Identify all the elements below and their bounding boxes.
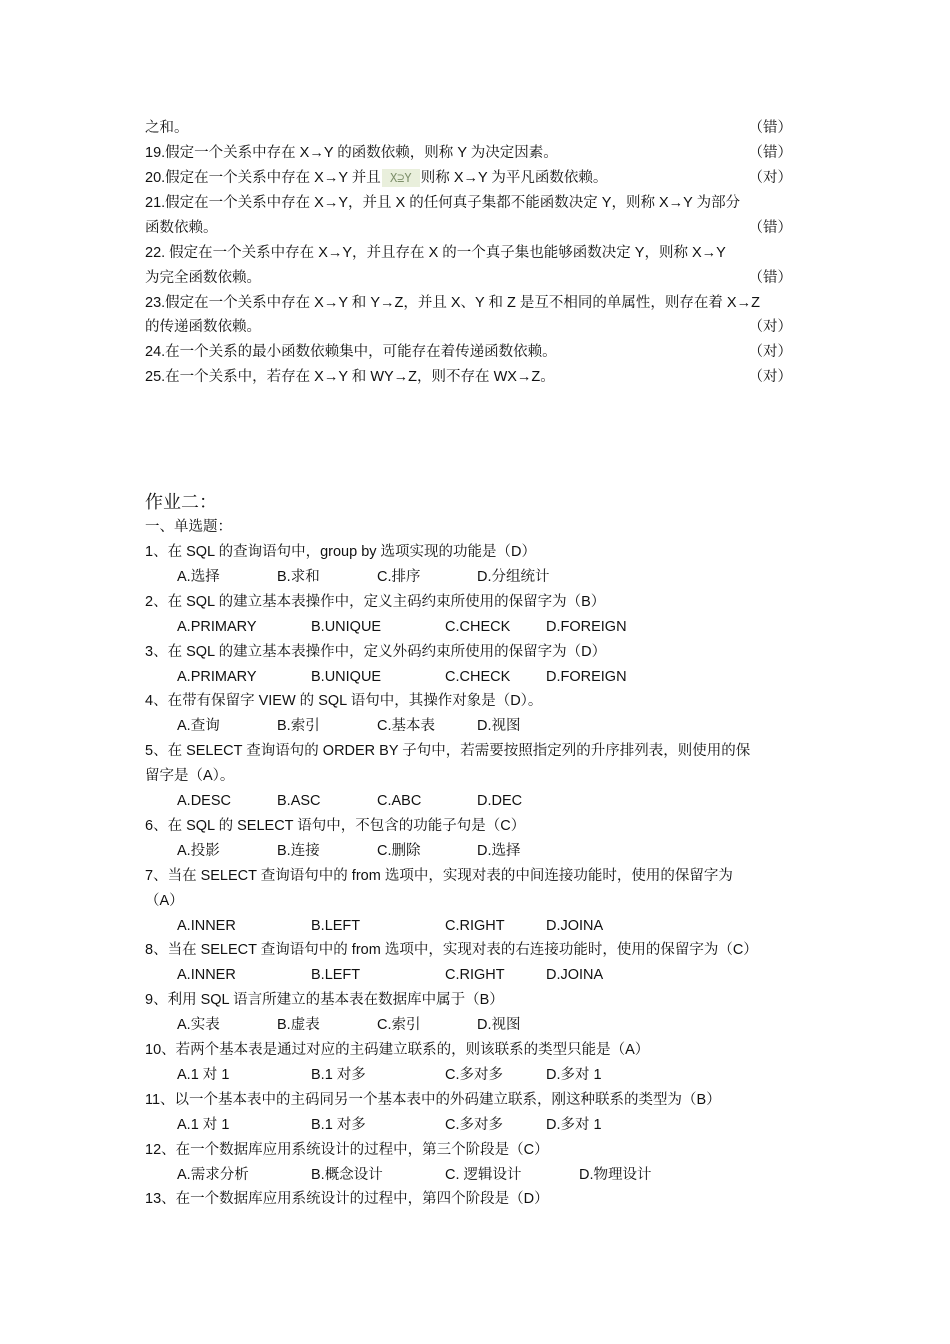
option-a: A.1 对 1 — [177, 1066, 230, 1083]
question-stem — [145, 866, 810, 886]
question-options — [145, 667, 810, 687]
option-a: A.选择 — [177, 568, 220, 585]
option-b: B.UNIQUE — [311, 668, 382, 685]
statement-text — [145, 168, 607, 188]
statement-line — [145, 293, 810, 313]
question-options — [145, 1015, 810, 1035]
question-text: 11、以一个基本表中的主码同另一个基本表中的外码建立联系，刚这种联系的类型为（B） — [145, 1091, 721, 1108]
statement-answer: （错） — [748, 270, 792, 286]
statement-text: 的传递函数依赖。 — [145, 319, 261, 335]
statement-text: 25.在一个关系中，若存在 X→Y 和 WY→Z，则不存在 WX→Z。 — [145, 369, 555, 385]
statement-text: 24.在一个关系的最小函数依赖集中，可能存在着传递函数依赖。 — [145, 344, 557, 360]
question-text: （A） — [145, 892, 184, 909]
statement-text: 为完全函数依赖。 — [145, 270, 261, 286]
option-b: B.LEFT — [311, 917, 361, 934]
option-c: C.RIGHT — [445, 967, 505, 984]
question-options — [145, 965, 810, 985]
option-d: D.FOREIGN — [546, 618, 627, 635]
statement-answer: （错） — [748, 220, 792, 236]
question-options — [145, 716, 810, 736]
question-stem — [145, 816, 810, 836]
statement-text-after: 则称 X→Y 为平凡函数依赖。 — [420, 170, 608, 186]
statement-line — [145, 193, 810, 213]
option-d: D.DEC — [477, 793, 523, 809]
question-stem — [145, 1040, 810, 1060]
statement-line — [145, 342, 810, 362]
question-stem — [145, 741, 810, 761]
statement-line — [145, 243, 810, 263]
question-options — [145, 1165, 810, 1185]
option-a: A.INNER — [177, 917, 236, 934]
homework-title: 作业二： — [145, 492, 217, 512]
option-c: C.多对多 — [445, 1116, 503, 1133]
statement-answer: （错） — [748, 120, 792, 136]
statement-line — [145, 367, 810, 387]
option-c: C.删除 — [377, 842, 421, 859]
option-b: B.连接 — [277, 842, 320, 859]
question-text: 2、在 SQL 的建立基本表操作中，定义主码约束所使用的保留字为（B） — [145, 593, 606, 610]
question-options — [145, 916, 810, 936]
statement-answer: （对） — [748, 344, 792, 360]
statement-answer: （对） — [748, 170, 792, 186]
option-d: D.多对 1 — [546, 1066, 602, 1083]
section-title: 一、单选题： — [145, 519, 232, 535]
option-c: C.RIGHT — [445, 917, 505, 934]
option-a: A.INNER — [177, 967, 236, 984]
question-options — [145, 841, 810, 861]
option-c: C. 逻辑设计 — [445, 1166, 522, 1183]
option-c: C.基本表 — [377, 718, 435, 735]
statement-text: 19.假定一个关系中存在 X→Y 的函数依赖，则称 Y 为决定因素。 — [145, 145, 558, 161]
option-a: A.投影 — [177, 842, 220, 859]
question-text: 13、在一个数据库应用系统设计的过程中，第四个阶段是（D） — [145, 1191, 549, 1208]
statement-line — [145, 268, 810, 288]
question-text: 6、在 SQL 的 SELECT 语句中，不包含的功能子句是（C） — [145, 817, 526, 834]
option-a: A.1 对 1 — [177, 1116, 230, 1133]
question-text: 留字是（A）。 — [145, 768, 235, 785]
option-d: D.视图 — [477, 718, 521, 735]
statement-text: 之和。 — [145, 120, 189, 136]
option-a: A.PRIMARY — [177, 668, 257, 685]
option-c: C.CHECK — [445, 618, 511, 635]
question-text: 9、利用 SQL 语言所建立的基本表在数据库中属于（B） — [145, 992, 504, 1009]
question-text: 4、在带有保留字 VIEW 的 SQL 语句中，其操作对象是（D）。 — [145, 693, 543, 710]
question-options — [145, 1115, 810, 1135]
option-c: C.排序 — [377, 568, 421, 585]
option-d: D.FOREIGN — [546, 668, 627, 685]
statement-text-before: 20.假定在一个关系中存在 X→Y 并且 — [145, 170, 381, 186]
question-stem — [145, 1189, 810, 1209]
option-d: D.选择 — [477, 842, 521, 859]
statement-answer: （对） — [748, 369, 792, 385]
option-b: B.概念设计 — [311, 1166, 383, 1183]
option-b: B.1 对多 — [311, 1116, 366, 1133]
question-stem — [145, 691, 810, 711]
question-text: 5、在 SELECT 查询语句的 ORDER BY 子句中，若需要按照指定列的升序排列表，则使用的保 — [145, 743, 751, 760]
statement-text: 21.假定在一个关系中存在 X→Y，并且 X 的任何真子集都不能函数决定 Y，则称 X→Y 为部分 — [145, 195, 741, 211]
option-b: B.LEFT — [311, 967, 361, 984]
option-c: C.CHECK — [445, 668, 511, 685]
question-options — [145, 1065, 810, 1085]
question-options — [145, 567, 810, 587]
option-d: D.视图 — [477, 1017, 521, 1034]
statement-line — [145, 218, 810, 238]
option-a: A.PRIMARY — [177, 618, 257, 635]
option-c: C.ABC — [377, 793, 422, 809]
question-text: 7、当在 SELECT 查询语句中的 from 选项中，实现对表的中间连接功能时，使用的保留字为 — [145, 867, 733, 884]
question-text: 10、若两个基本表是通过对应的主码建立联系的，则该联系的类型只能是（A） — [145, 1042, 650, 1058]
inline-formula-image: X⊇Y — [382, 169, 420, 187]
question-stem — [145, 1090, 810, 1110]
option-c: C.索引 — [377, 1017, 421, 1034]
option-a: A.查询 — [177, 718, 220, 735]
option-d: D.JOINA — [546, 967, 604, 984]
question-stem — [145, 990, 810, 1010]
question-text: 12、在一个数据库应用系统设计的过程中，第三个阶段是（C） — [145, 1141, 549, 1158]
question-stem — [145, 940, 810, 960]
option-b: B.虚表 — [277, 1017, 320, 1034]
option-a: A.需求分析 — [177, 1166, 249, 1183]
option-c: C.多对多 — [445, 1066, 503, 1083]
statement-line — [145, 118, 810, 138]
option-b: B.UNIQUE — [311, 618, 382, 635]
option-b: B.求和 — [277, 568, 320, 585]
option-a: A.实表 — [177, 1017, 220, 1034]
question-stem — [145, 592, 810, 612]
option-a: A.DESC — [177, 793, 231, 809]
statement-line — [145, 168, 810, 188]
question-stem — [145, 642, 810, 662]
option-d: D.多对 1 — [546, 1116, 602, 1133]
question-options — [145, 791, 810, 811]
question-options — [145, 617, 810, 637]
question-stem — [145, 1140, 810, 1160]
statement-text: 函数依赖。 — [145, 220, 218, 236]
question-stem — [145, 891, 810, 911]
option-b: B.索引 — [277, 718, 320, 735]
question-text: 1、在 SQL 的查询语句中，group by 选项实现的功能是（D） — [145, 544, 537, 560]
option-d: D.分组统计 — [477, 568, 550, 585]
option-d: D.物理设计 — [579, 1166, 652, 1183]
option-b: B.ASC — [277, 793, 321, 809]
question-stem — [145, 766, 810, 786]
statement-line — [145, 143, 810, 163]
question-text: 8、当在 SELECT 查询语句中的 from 选项中，实现对表的右连接功能时，使用的保留字为（C） — [145, 942, 758, 959]
statement-text: 23.假定在一个关系中存在 X→Y 和 Y→Z，并且 X、Y 和 Z 是互不相同的单属性，则存在着 X→Z — [145, 295, 760, 311]
statement-answer: （错） — [748, 145, 792, 161]
question-stem — [145, 542, 810, 562]
question-text: 3、在 SQL 的建立基本表操作中，定义外码约束所使用的保留字为（D） — [145, 643, 607, 660]
option-b: B.1 对多 — [311, 1066, 366, 1083]
statement-text: 22. 假定在一个关系中存在 X→Y，并且存在 X 的一个真子集也能够函数决定 Y，则称 X→Y — [145, 245, 726, 261]
statement-answer: （对） — [748, 319, 792, 335]
option-d: D.JOINA — [546, 917, 604, 934]
statement-line — [145, 317, 810, 337]
